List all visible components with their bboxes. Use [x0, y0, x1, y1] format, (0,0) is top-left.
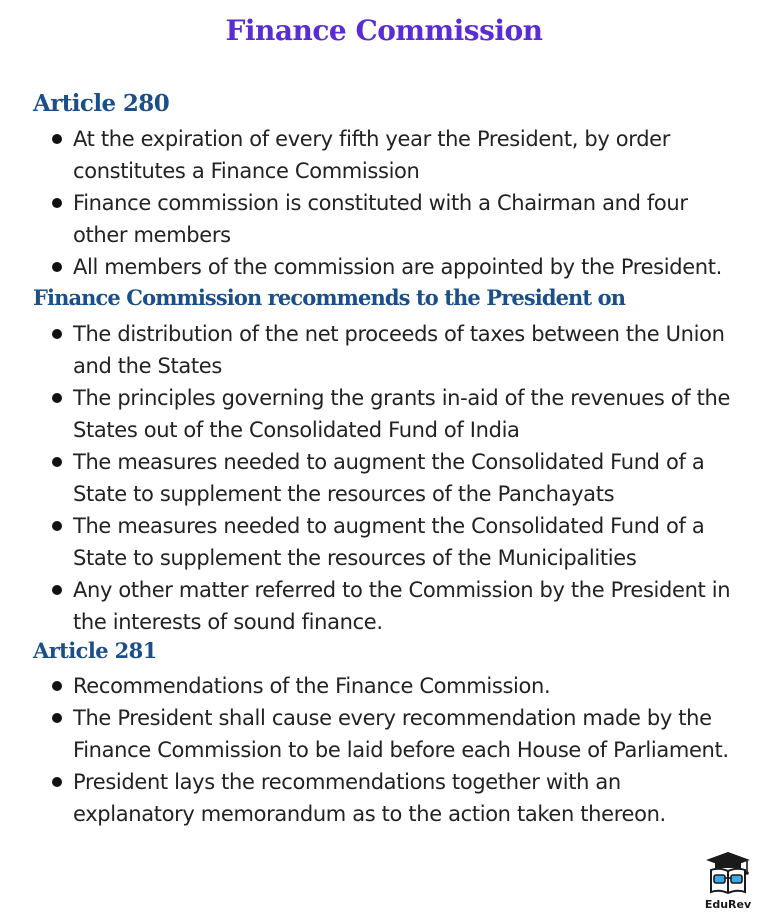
- section-heading-recommendations: Finance Commission recommends to the President on: [33, 285, 626, 310]
- list-item: At the expiration of every fifth year the President, by order constitutes a Finance Commission: [48, 123, 748, 187]
- list-item: The measures needed to augment the Consolidated Fund of a State to supplement the resources of the Municipalities: [48, 510, 748, 574]
- section-heading-article-280: Article 280: [33, 90, 170, 117]
- list-item: President lays the recommendations together with an explanatory memorandum as to the action taken thereon.: [48, 766, 748, 830]
- list-item: The measures needed to augment the Consolidated Fund of a State to supplement the resources of the Panchayats: [48, 446, 748, 510]
- bullet-list-recommendations: [48, 318, 748, 638]
- list-item: Recommendations of the Finance Commission.: [48, 670, 748, 702]
- list-item: Finance commission is constituted with a Chairman and four other members: [48, 187, 748, 251]
- list-item: The President shall cause every recommendation made by the Finance Commission to be laid before each House of Parliament.: [48, 702, 748, 766]
- list-item: The distribution of the net proceeds of taxes between the Union and the States: [48, 318, 748, 382]
- list-item: Any other matter referred to the Commission by the President in the interests of sound finance.: [48, 574, 748, 638]
- page-title: Finance Commission: [225, 14, 543, 47]
- graduation-cap-book-icon: [705, 850, 751, 896]
- logo-text: EduRev: [704, 898, 752, 911]
- list-item: The principles governing the grants in-aid of the revenues of the States out of the Consolidated Fund of India: [48, 382, 748, 446]
- section-heading-article-281: Article 281: [33, 638, 157, 663]
- bullet-list-article-281: [48, 670, 748, 830]
- bullet-list-article-280: [48, 123, 748, 283]
- edurev-logo: [700, 850, 756, 916]
- list-item: All members of the commission are appointed by the President.: [48, 251, 748, 283]
